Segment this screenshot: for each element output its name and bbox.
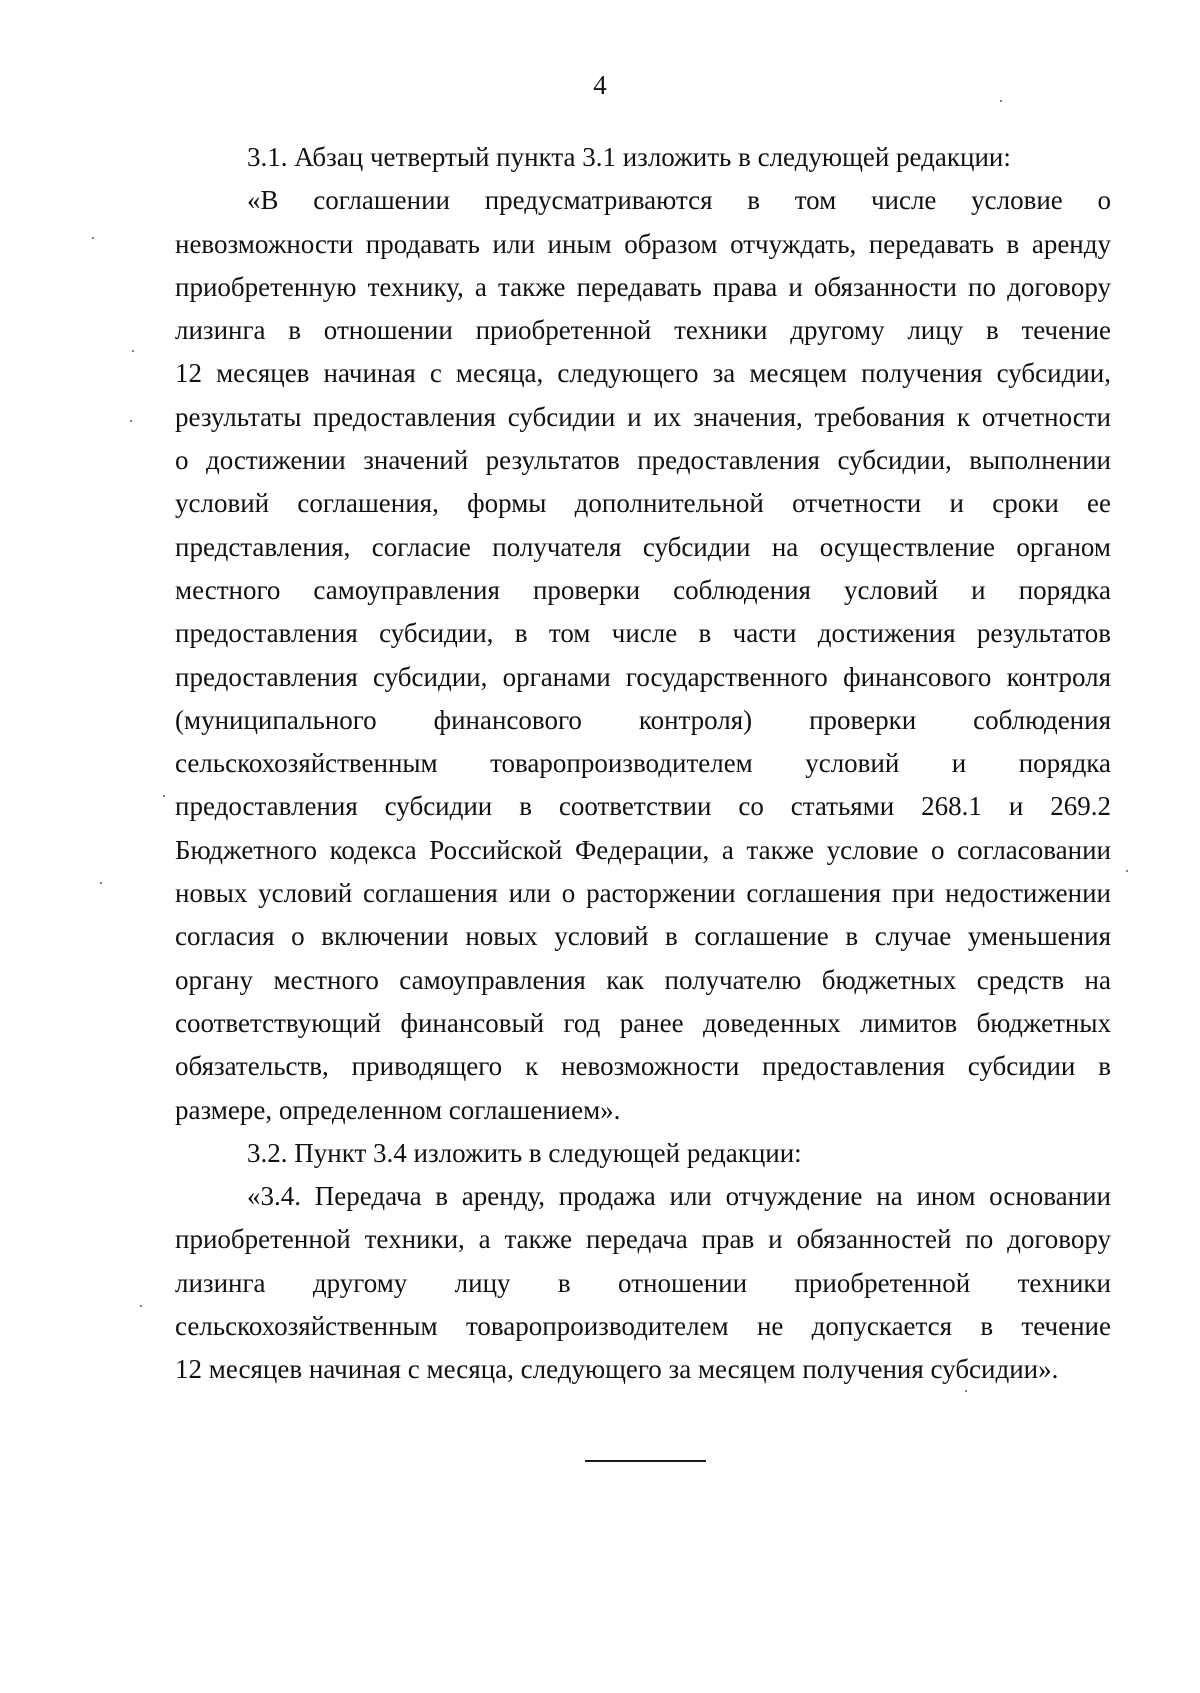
text-line: (муниципального финансового контроля) проверки соблюдения	[175, 704, 1111, 735]
text-line: обязательств, приводящего к невозможности предоставления субсидии в	[175, 1051, 1111, 1082]
text-line: приобретенной техники, а также передача прав и обязанностей по договору	[175, 1224, 1111, 1255]
paragraph-3-4-quote	[175, 1175, 1111, 1391]
scan-speck	[100, 882, 102, 884]
text-line: согласия о включении новых условий в соглашение в случае уменьшения	[175, 921, 1111, 952]
document-body	[175, 136, 1111, 1392]
text-line: лизинга в отношении приобретенной техники другому лицу в течение	[175, 315, 1111, 346]
text-line: 12 месяцев начиная с месяца, следующего за месяцем получения субсидии».	[175, 1354, 1059, 1385]
text-line: соответствующий финансовый год ранее доведенных лимитов бюджетных	[175, 1007, 1111, 1038]
text-line: новых условий соглашения или о расторжении соглашения при недостижении	[175, 878, 1111, 909]
scan-speck	[965, 1390, 967, 1392]
scan-speck	[132, 350, 134, 352]
scan-speck	[163, 795, 165, 797]
text-line: 3.2. Пункт 3.4 изложить в следующей редакции:	[247, 1137, 802, 1168]
text-line: лизинга другому лицу в отношении приобретенной техники	[175, 1267, 1111, 1298]
text-line: представления, согласие получателя субсидии на осуществление органом	[175, 531, 1111, 562]
text-line: предоставления субсидии, органами государственного финансового контроля	[175, 661, 1111, 692]
text-line: «3.4. Передача в аренду, продажа или отчуждение на ином основании	[247, 1181, 1111, 1212]
text-line: результаты предоставления субсидии и их значения, требования к отчетности	[175, 401, 1111, 432]
end-of-document-rule	[585, 1460, 706, 1462]
text-line: о достижении значений результатов предоставления субсидии, выполнении	[175, 445, 1111, 476]
scan-speck	[130, 420, 132, 422]
text-line: предоставления субсидии в соответствии со статьями 268.1 и 269.2	[175, 791, 1111, 822]
text-line: 12 месяцев начиная с месяца, следующего за месяцем получения субсидии,	[175, 358, 1111, 389]
text-line: Бюджетного кодекса Российской Федерации, а также условие о согласовании	[175, 834, 1111, 865]
paragraph-3-2-heading	[175, 1132, 1111, 1175]
text-line: невозможности продавать или иным образом отчуждать, передавать в аренду	[175, 228, 1111, 259]
text-line: органу местного самоуправления как получателю бюджетных средств на	[175, 964, 1111, 995]
text-line: сельскохозяйственным товаропроизводителем не допускается в течение	[175, 1311, 1111, 1342]
text-line: 3.1. Абзац четвертый пункта 3.1 изложить в следующей редакции:	[247, 142, 1011, 172]
text-line: предоставления субсидии, в том числе в части достижения результатов	[175, 618, 1111, 649]
text-line: местного самоуправления проверки соблюдения условий и порядка	[175, 574, 1111, 605]
text-line: размере, определенном соглашением».	[175, 1094, 621, 1125]
paragraph-3-1-quote	[175, 179, 1111, 1132]
scan-speck	[140, 1305, 142, 1307]
page-number: 4	[593, 70, 607, 100]
scan-speck	[1126, 870, 1128, 872]
text-line: сельскохозяйственным товаропроизводителем условий и порядка	[175, 748, 1111, 779]
text-line: условий соглашения, формы дополнительной отчетности и сроки ее	[175, 488, 1111, 519]
paragraph-3-1-heading	[175, 136, 1111, 179]
text-line: «В соглашении предусматриваются в том числе условие о	[247, 185, 1111, 216]
scan-speck	[92, 237, 94, 239]
scan-speck	[1000, 100, 1002, 102]
text-line: приобретенную технику, а также передавать права и обязанности по договору	[175, 271, 1111, 302]
